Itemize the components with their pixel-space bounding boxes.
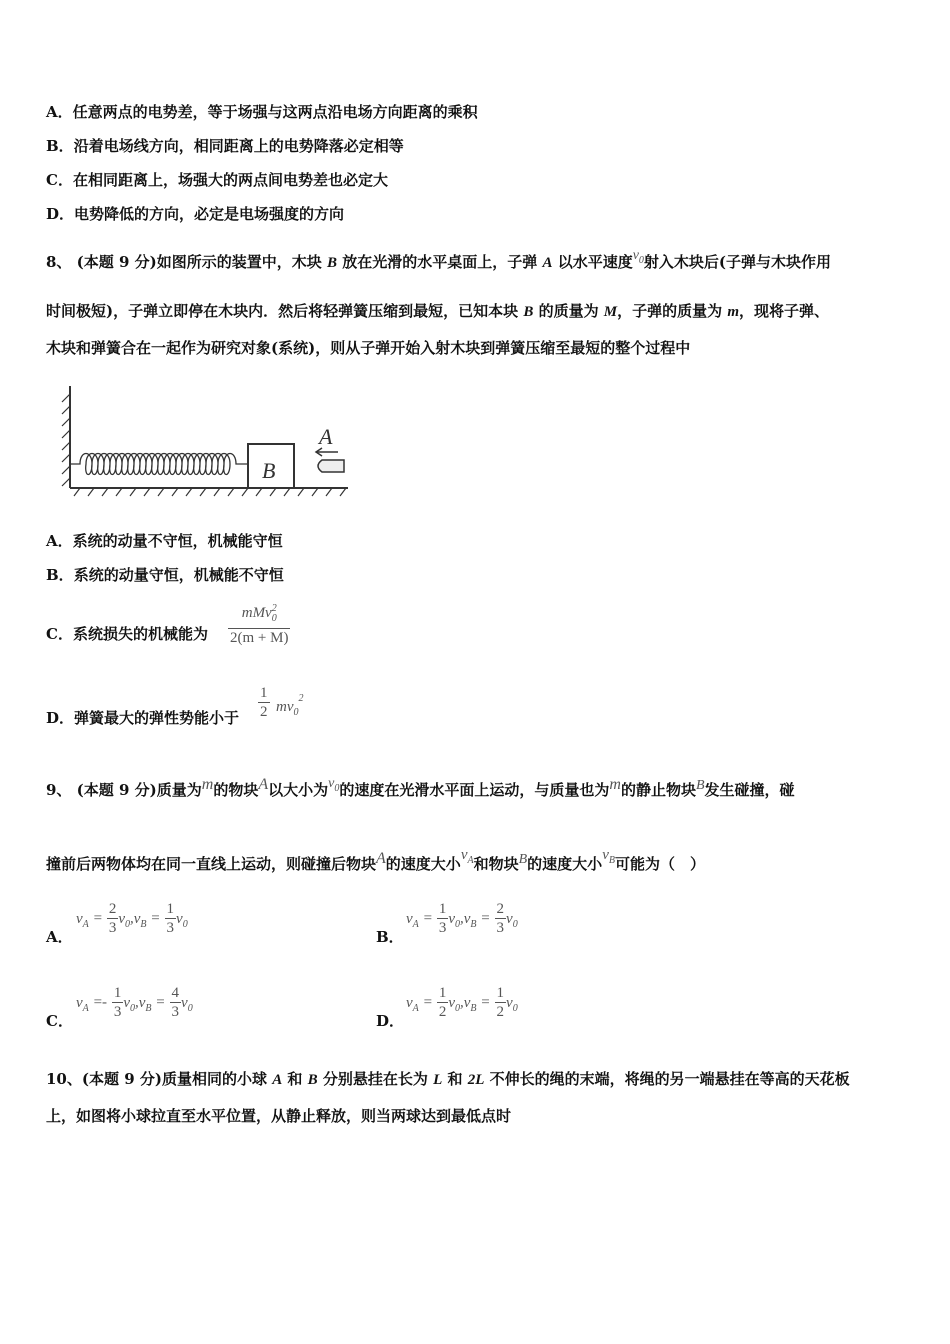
- q7-option-d: D．电势降低的方向，必定是电场强度的方向: [46, 205, 345, 223]
- q9-option-a-expr: $v_A$ = $\frac{2}{3}$ $v_0,v_B$ = $\frac{1}{3}$ $v_0$: [76, 901, 188, 936]
- q9-option-d-label: D．: [376, 1012, 405, 1030]
- q7-option-b: B．沿着电场线方向，相同距离上的电势降落必定相等: [46, 137, 404, 155]
- q10-line-2: 上，如图将小球拉直至水平位置，从静止释放，则当两球达到最低点时: [46, 1107, 512, 1125]
- q8-option-a: A．系统的动量不守恒，机械能守恒: [46, 532, 283, 550]
- q7-option-a: A．任意两点的电势差，等于场强与这两点沿电场方向距离的乘积: [46, 103, 478, 121]
- q8-line-2: 时间极短)，子弹立即停在木块内．然后将轻弹簧压缩到最短，已知本块 B 的质量为 M，子弹的质量为 m，现将子弹、: [46, 302, 830, 320]
- q8-option-c-fraction: mMv$^2_0$ 2(m + M): [228, 600, 290, 647]
- bullet-label: A: [319, 424, 333, 449]
- floor-hatch: [74, 488, 346, 496]
- wall-hatch: [62, 394, 70, 486]
- q8-option-d-fraction: $\frac{1}{2}$: [260, 685, 268, 720]
- q9-option-b-expr: $v_A$ = $\frac{1}{3}$ $v_0,v_B$ = $\frac{2}{3}$ $v_0$: [406, 901, 518, 936]
- q10-line-1: 10、(本题 9 分)质量相同的小球 A 和 B 分别悬挂在长为 L 和 2L 不伸长的绳的末端，将绳的另一端悬挂在等高的天花板: [46, 1070, 850, 1088]
- bullet-a: [318, 460, 344, 472]
- q9-option-d-expr: $v_A$ = $\frac{1}{2}$ $v_0,v_B$ = $\frac{1}{2}$ $v_0$: [406, 985, 518, 1020]
- q9-line-2: 撞前后两物体均在同一直线上运动，则碰撞后物块A的速度大小$v_A$和物块B的速度大小$v_B$可能为（ ）: [46, 847, 705, 873]
- q9-option-b-label: B．: [376, 928, 404, 946]
- q8-line-3: 木块和弹簧合在一起作为研究对象(系统)，则从子弹开始入射木块到弹簧压缩至最短的整个过程中: [46, 339, 691, 357]
- v0-symbol: $v_0$: [632, 248, 644, 266]
- q8-line-1: 8、 (本题 9 分)如图所示的装置中，木块 B 放在光滑的水平桌面上，子弹 A 以水平速度$v_0$射入木块后(子弹与木块作用: [46, 248, 832, 271]
- q7-option-c: C．在相同距离上，场强大的两点间电势差也必定大: [46, 171, 388, 189]
- q9-line-1: 9、 (本题 9 分)质量为m的物块A以大小为$v_0$的速度在光滑水平面上运动，与质量也为m的静止物块B发生碰撞，碰: [46, 776, 795, 799]
- q8-option-d-term: $mv_0^2$: [276, 693, 304, 718]
- q8-option-d: D．弹簧最大的弹性势能小于: [46, 709, 240, 727]
- block-label: B: [262, 458, 276, 483]
- spring-block-figure: [56, 380, 356, 500]
- q8-option-c: C．系统损失的机械能为: [46, 625, 208, 643]
- q9-option-c-expr: $v_A$ =- $\frac{1}{3}$ $v_0,v_B$ = $\frac{4}{3}$ $v_0$: [76, 985, 193, 1020]
- q9-option-c-label: C．: [46, 1012, 73, 1030]
- q8-option-b: B．系统的动量守恒，机械能不守恒: [46, 566, 284, 584]
- spring: [70, 454, 248, 475]
- q9-option-a-label: A．: [46, 928, 73, 946]
